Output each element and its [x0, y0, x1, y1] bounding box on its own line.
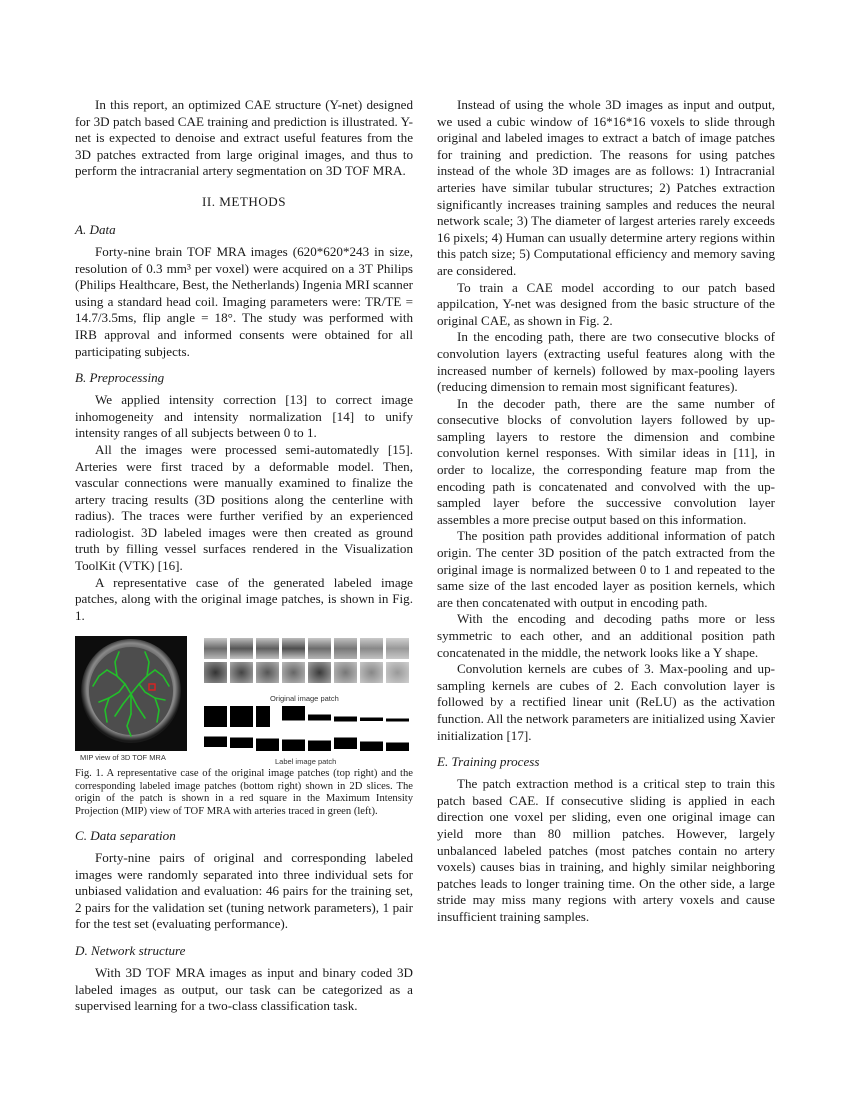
- mip-view-label: MIP view of 3D TOF MRA: [80, 753, 166, 763]
- label-patch-tile: [334, 706, 357, 727]
- original-patch-tile: [204, 638, 227, 659]
- left-column: [75, 97, 413, 1015]
- label-patch-tile: [386, 730, 409, 751]
- mip-view-image: [75, 636, 187, 751]
- methods-heading: II. METHODS: [201, 193, 287, 209]
- ynet-design-paragraph: To train a CAE model according to our patch based appilcation, Y-net was designed from the basic structure of the original CAE, as shown in Fig. 2.: [437, 279, 775, 328]
- label-patch-grid: [204, 706, 409, 751]
- right-column: [437, 97, 775, 926]
- label-patch-tile: [204, 706, 227, 727]
- data-separation-heading: C. Data separation: [75, 828, 176, 844]
- encoding-path-paragraph: In the encoding path, there are two consecutive blocks of convolution layers (extracting useful features along with the increased number of kernels) followed by max-pooling layers (reducing dimension to remain most significant features).: [437, 329, 775, 395]
- preprocessing-heading: B. Preprocessing: [75, 370, 165, 386]
- label-patch-tile: [230, 730, 253, 751]
- label-patch-tile: [256, 706, 279, 727]
- network-structure-paragraph: With 3D TOF MRA images as input and binary coded 3D labeled images as output, our task can be categorized as a supervised learning for a two-class classification task.: [75, 965, 413, 1014]
- original-patch-tile: [230, 662, 253, 683]
- training-process-heading: E. Training process: [437, 754, 540, 770]
- original-patch-tile: [386, 662, 409, 683]
- label-patch-tile: [282, 730, 305, 751]
- label-patch-tile: [282, 706, 305, 727]
- original-patch-tile: [360, 662, 383, 683]
- data-separation-paragraph: Forty-nine pairs of original and corresponding labeled images were randomly separated into three individual sets for unbiased validation and evaluation: 46 pairs for the training set, 2 pairs for the validation set (tuning network parameters), 1 pair for the test set (evaluating performance).: [75, 850, 413, 932]
- position-path-paragraph: The position path provides additional information of patch origin. The center 3D position of the patch extracted from the original image is normalized between 0 to 1 and repeated to the same size of the last encoded layer as position kernels, which are then concatenated with output in encoding path.: [437, 528, 775, 610]
- label-patch-tile: [360, 706, 383, 727]
- preprocessing-paragraph-1: We applied intensity correction [13] to correct image inhomogeneity and intensity normalization [14] to unify intensity ranges of all subjects between 0 to 1.: [75, 392, 413, 441]
- mip-brain-illustration: [75, 636, 187, 751]
- network-structure-heading: D. Network structure: [75, 943, 186, 959]
- label-patch-tile: [386, 706, 409, 727]
- original-patch-grid: [204, 638, 409, 683]
- y-shape-paragraph: With the encoding and decoding paths more or less symmetric to each other, and an additional position path concatenated in the middle, the network looks like a Y shape.: [437, 611, 775, 660]
- label-patch-tile: [334, 730, 357, 751]
- original-patch-tile: [204, 662, 227, 683]
- label-patch-tile: [308, 706, 331, 727]
- label-patch-tile: [360, 730, 383, 751]
- label-patch-tile: [256, 730, 279, 751]
- original-patch-tile: [308, 662, 331, 683]
- intro-paragraph: In this report, an optimized CAE structure (Y-net) designed for 3D patch based CAE training and prediction is illustrated. Y-net is expected to denoise and extract useful features from the 3D patches extracted from large original images, and thus to perform the intracranial artery segmentation on 3D TOF MRA.: [75, 97, 413, 179]
- original-patch-tile: [386, 638, 409, 659]
- label-patch-label: Label image patch: [275, 757, 337, 767]
- original-patch-tile: [308, 638, 331, 659]
- kernels-paragraph: Convolution kernels are cubes of 3. Max-pooling and up-sampling kernels are cubes of 2. Each convolution layer is followed by a rectified linear unit (ReLU) as the activation function. All the network parameters are initialized using Xavier initialization [17].: [437, 661, 775, 743]
- label-patch-tile: [230, 706, 253, 727]
- original-patch-tile: [256, 662, 279, 683]
- original-patch-tile: [282, 638, 305, 659]
- original-patch-tile: [230, 638, 253, 659]
- original-patch-tile: [256, 638, 279, 659]
- label-patch-tile: [204, 730, 227, 751]
- patch-paragraph: Instead of using the whole 3D images as input and output, we used a cubic window of 16*16*16 voxels to slide through original and labeled images to extract a batch of image patches for training and prediction. The reasons for using patches instead of the whole 3D images are as follows: 1) Intracranial arteries have similar tubular structures; 2) Patches extraction significantly increases training samples and reduces the neural network scale; 3) The diameter of largest arteries rarely exceeds 16 pixels; 4) Human can usually determine artery regions within this patch size; 5) Computational efficiency and memory saving are considered.: [437, 97, 775, 278]
- original-patch-tile: [334, 662, 357, 683]
- label-patch-tile: [308, 730, 331, 751]
- data-heading: A. Data: [75, 221, 116, 237]
- decoder-path-paragraph: In the decoder path, there are the same number of consecutive blocks of convolution layers followed by up-sampling layers to restore the dimension and combine convolution kernel responses. With similar ideas in [11], in order to localize, the corresponding feature map from the encoding path is concatenated and convolved with the up-sampled layer before the successive convolution layer assembles a more precise output based on this information.: [437, 395, 775, 527]
- original-patch-tile: [360, 638, 383, 659]
- original-patch-label: Original image patch: [270, 694, 339, 704]
- figure-1: [75, 636, 413, 767]
- training-process-paragraph: The patch extraction method is a critical step to train this patch based CAE. If consecutive sliding is applied in each direction one voxel per sliding, even one original image can yield more than 80 million patches. However, largely unbalanced labeled patches (most patches contain no artery voxels) causes bias in training, and highly similar neighboring patches leads to longer training time. On the other side, a large stride may miss many regions with artery voxels and cause insufficient training samples.: [437, 776, 775, 924]
- original-patch-tile: [334, 638, 357, 659]
- preprocessing-paragraph-2: All the images were processed semi-automatedly [15]. Arteries were first traced by a deformable model. Then, vascular connections were manually examined to finalize the artery tracing results (3D positions along the centerline with radius). The traces were further verified by an experienced radiologist. 3D labeled images were then created as ground truth by filling vessel surfaces rendered in the Visualization ToolKit (VTK) [16].: [75, 441, 413, 574]
- preprocessing-paragraph-3: A representative case of the generated labeled image patches, along with the original image patches, is shown in Fig. 1.: [75, 574, 413, 623]
- figure-1-caption: Fig. 1. A representative case of the original image patches (top right) and the corresponding labeled image patches (bottom right) shown in 2D slices. The origin of the patch is shown in a red square in the Maximum Intensity Projection (MIP) view of TOF MRA with arteries traced in green (left).: [75, 768, 413, 817]
- original-patch-tile: [282, 662, 305, 683]
- data-paragraph: Forty-nine brain TOF MRA images (620*620*243 in size, resolution of 0.3 mm³ per voxel) were acquired on a 3T Philips (Philips Healthcare, Best, the Netherlands) Ingenia MRI scanner using a standard head coil. Imaging parameters were: TR/TE = 14.7/3.5ms, flip angle = 18°. The study was performed with IRB approval and informed consents were obtained for all participating subjects.: [75, 243, 413, 359]
